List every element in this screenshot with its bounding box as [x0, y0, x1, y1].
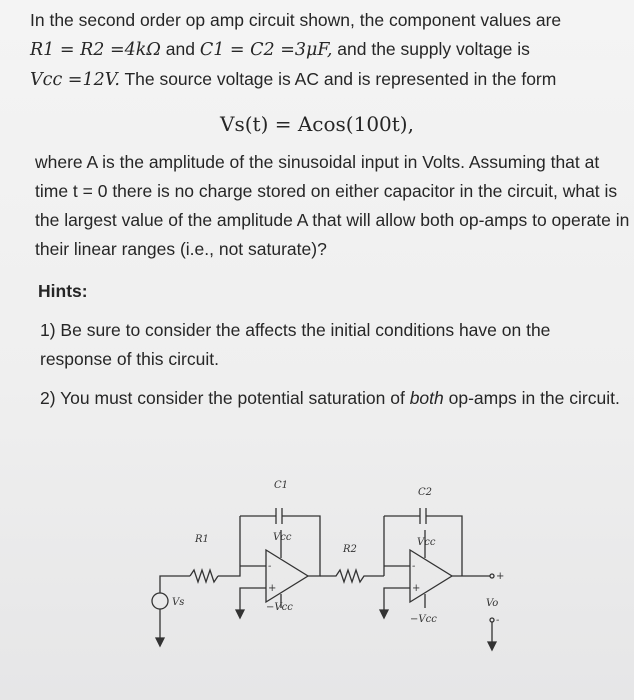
circuit-diagram	[140, 470, 520, 665]
supply-text: and the supply voltage is	[337, 39, 530, 59]
output-terminal-minus	[490, 618, 494, 622]
ground-arrow-2	[236, 610, 244, 618]
output-terminal-plus	[490, 574, 494, 578]
source-text: The source voltage is AC and is represented in the form	[124, 69, 557, 89]
hint-2-pre: 2) You must consider the potential saturation of	[40, 388, 405, 408]
vo-label: Vo	[486, 598, 499, 609]
opamp1-output	[308, 573, 320, 576]
opamp1-triangle	[266, 550, 308, 602]
c1-label: C1	[274, 480, 289, 491]
output-minus-sign: -	[496, 615, 500, 626]
ground-arrow-4	[488, 642, 496, 650]
c1-right-wire	[282, 516, 320, 573]
opamp1-minus-sign: -	[268, 561, 272, 572]
opamp2-vcc-label: Vcc	[417, 537, 436, 548]
opamp2-negvcc-label: −Vcc	[410, 614, 437, 625]
input-wire	[160, 576, 190, 593]
r1-label: R1	[195, 534, 209, 545]
opamp1-vcc-label: Vcc	[273, 532, 292, 543]
r1-resistor	[190, 570, 218, 582]
question-paragraph: where A is the amplitude of the sinusoidal input in Volts. Assuming that at time t = 0 there is no charge stored on either capacitor in the circuit, what is the largest value of the amplitude A that will allow both op-amps to operate in their linear ranges (i.e., not saturate)?	[35, 152, 630, 259]
r2-resistor	[320, 570, 384, 582]
and-text: and	[165, 39, 195, 59]
source-equation: Vs(t) = Acos(100t),	[220, 112, 414, 136]
opamp2-minus-sign: -	[412, 561, 416, 572]
voltage-source	[152, 593, 168, 609]
output-plus-sign: +	[496, 571, 505, 582]
opamp2-plus-sign: +	[412, 583, 421, 594]
supply-voltage-value: Vcc =12V.	[30, 70, 120, 90]
intro-text: In the second order op amp circuit shown, the component values are	[30, 10, 562, 30]
vs-label: Vs	[172, 597, 185, 608]
ground-arrow-1	[156, 638, 164, 646]
opamp1-negvcc-label: −Vcc	[266, 602, 293, 613]
hints-heading: Hints:	[38, 281, 88, 301]
hint-2-post: op-amps in the circuit.	[448, 388, 620, 408]
hint-2-emphasis: both	[409, 388, 444, 408]
r2-label: R2	[343, 544, 357, 555]
ground-arrow-3	[380, 610, 388, 618]
problem-paragraph	[30, 6, 626, 95]
opamp1-plus-sign: +	[268, 583, 277, 594]
resistor-values: R1 = R2 =4kΩ	[30, 40, 161, 60]
capacitor-values: C1 = C2 =3μF,	[199, 40, 333, 60]
opamp2-triangle	[410, 550, 452, 602]
hint-1: 1) Be sure to consider the affects the initial conditions have on the response of this circuit.	[40, 320, 551, 369]
opamp2-plus-ground-wire	[384, 588, 410, 610]
c2-label: C2	[418, 487, 433, 498]
opamp1-plus-ground-wire	[240, 588, 266, 610]
hint-2	[40, 384, 620, 413]
node-wire-1	[218, 516, 240, 576]
